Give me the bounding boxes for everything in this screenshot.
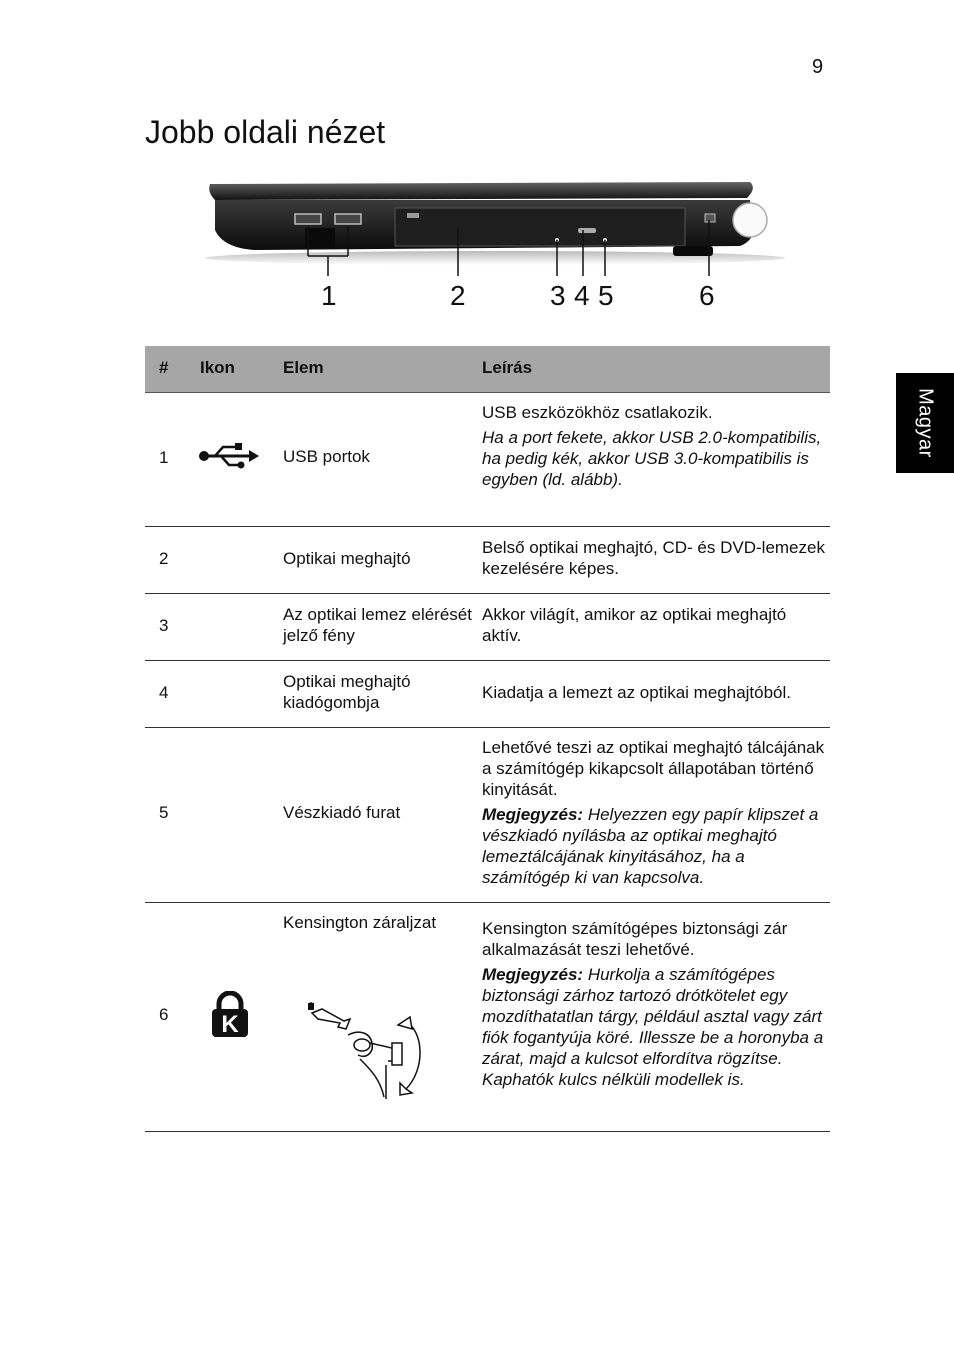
row-number: 5 <box>159 803 169 822</box>
kensington-lock-icon <box>211 991 249 1042</box>
element-name: Optikai meghajtó <box>283 549 411 568</box>
header-elem: Elem <box>283 358 324 377</box>
description-text: Belső optikai meghajtó, CD- és DVD-lemezek kezelésére képes. <box>482 538 825 578</box>
port-base <box>305 228 335 248</box>
page-title: Jobb oldali nézet <box>145 114 386 150</box>
row-number: 4 <box>159 683 169 702</box>
component-table <box>145 346 830 1132</box>
row-number: 2 <box>159 549 169 568</box>
description-text: Lehetővé teszi az optikai meghajtó tálcájának a számítógép kikapcsolt állapotában történő kinyitását. <box>482 738 825 799</box>
description-text: Kensington számítógépes biztonsági zár alkalmazását teszi lehetővé. <box>482 919 788 959</box>
callout-6: 6 <box>699 280 715 311</box>
description <box>482 604 827 646</box>
header-num: # <box>159 358 169 377</box>
element-name: USB portok <box>283 447 370 466</box>
usb-port-a <box>295 214 321 224</box>
description-text: Akkor világít, amikor az optikai meghajtó aktív. <box>482 605 787 645</box>
element-name: Az optikai lemez elérését jelző fény <box>283 605 472 645</box>
callout-4: 4 <box>574 280 590 311</box>
element-name: Vészkiadó furat <box>283 803 401 822</box>
table-row <box>145 393 830 527</box>
element-name: Kensington záraljzat <box>283 913 437 932</box>
eject-button <box>578 228 596 233</box>
laptop-lid <box>209 182 753 200</box>
note-text: Helyezzen egy papír klipszet a vészkiadó nyílásba az optikai meghajtó lemeztálcájának kinyitásához, ha a számítógép ki van kapcsolva. <box>482 805 819 887</box>
description <box>482 737 827 888</box>
description-note <box>482 804 827 888</box>
element-name: Optikai meghajtó kiadógombja <box>283 672 411 712</box>
row-number: 6 <box>159 1005 169 1024</box>
description-text: USB eszközökhöz csatlakozik. <box>482 403 713 422</box>
description <box>482 918 827 1090</box>
language-tab-label: Magyar <box>914 388 937 458</box>
header-icon: Ikon <box>200 358 235 377</box>
callout-1: 1 <box>321 280 337 311</box>
table-row <box>145 728 830 903</box>
usb-port-b <box>335 214 361 224</box>
svg-text:K: K <box>221 1011 239 1037</box>
kensington-slot <box>705 214 715 222</box>
page-number: 9 <box>812 56 824 78</box>
description-note <box>482 964 827 1090</box>
kensington-lock-illustration <box>300 999 430 1104</box>
rear-foot <box>673 246 713 256</box>
row-number: 1 <box>159 448 169 467</box>
note-text: Hurkolja a számítógépes biztonsági zárhoz tartozó drótkötelet egy mozdíthatatlan tárgy, például asztal vagy zárt fiók fogantyúja köré. Illessze be a horonyba a zárat, majd a kulcsot elfordítva rögzítse. Kaphatók kulcs nélküli modellek is. <box>482 965 824 1089</box>
description-note: Ha a port fekete, akkor USB 2.0-kompatibilis, ha pedig kék, akkor USB 3.0-kompatibilis is egyben (ld. alább). <box>482 428 822 489</box>
usb-icon <box>197 443 259 474</box>
callout-2: 2 <box>450 280 466 311</box>
note-label: Megjegyzés: <box>482 805 584 824</box>
table-row <box>145 903 830 1132</box>
description <box>482 682 827 703</box>
description <box>482 402 827 490</box>
table-row <box>145 527 830 594</box>
callout-5: 5 <box>598 280 614 311</box>
description-text: Kiadatja a lemezt az optikai meghajtóból. <box>482 683 792 702</box>
drive-logo <box>407 213 419 218</box>
language-tab <box>896 373 954 473</box>
table-row <box>145 661 830 728</box>
header-desc: Leírás <box>482 358 533 377</box>
note-label: Megjegyzés: <box>482 965 584 984</box>
hinge-cylinder <box>733 203 767 237</box>
description <box>482 537 827 579</box>
optical-drive-tray <box>395 208 685 246</box>
callout-3: 3 <box>550 280 566 311</box>
row-number: 3 <box>159 616 169 635</box>
table-header <box>145 346 830 393</box>
table-row <box>145 594 830 661</box>
